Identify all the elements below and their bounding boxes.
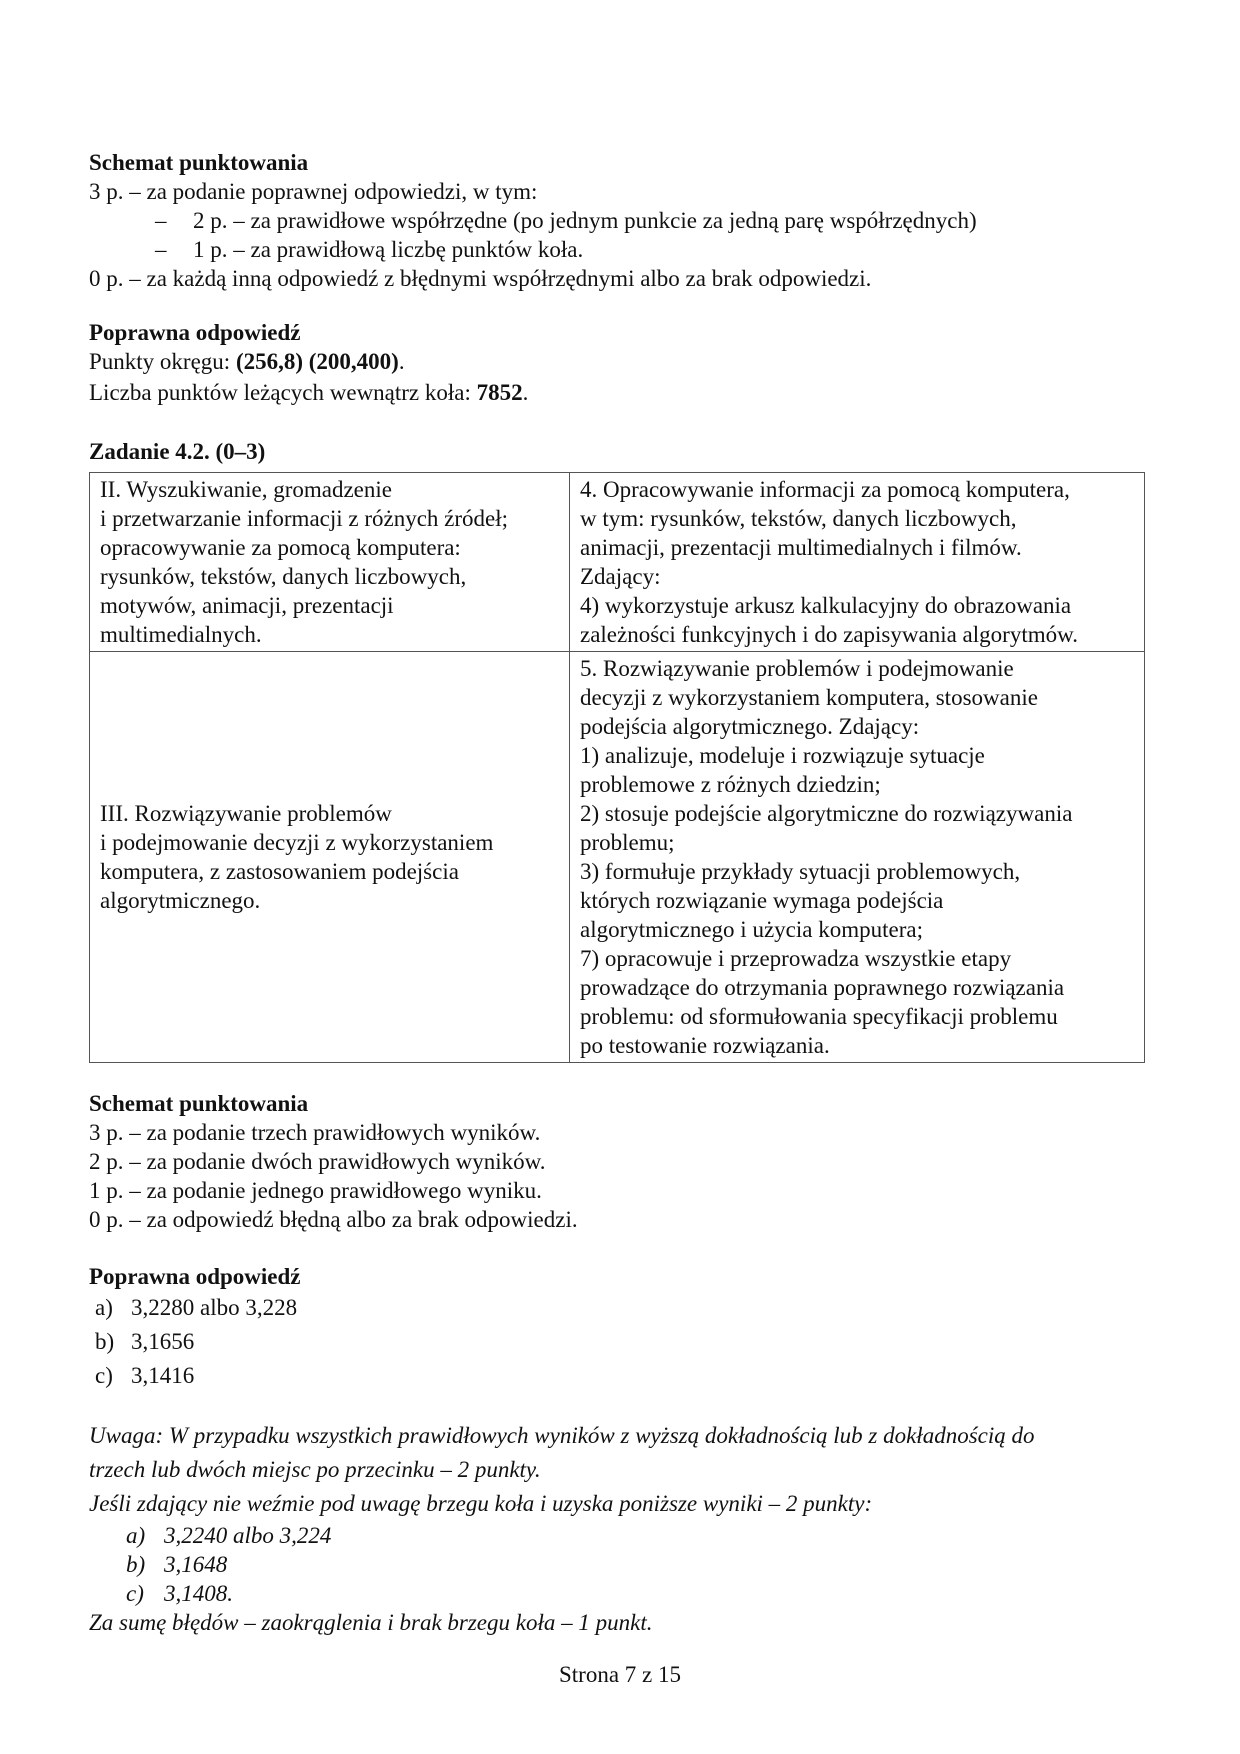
document-page xyxy=(89,148,1154,1637)
answer-count-value: 7852 xyxy=(476,380,523,405)
scoring-line: 0 p. – za odpowiedź błędną albo za brak odpowiedzi. xyxy=(89,1207,578,1232)
list-item: a) 3,2280 albo 3,228 xyxy=(95,1295,298,1320)
answer-points-line: Punkty okręgu: (256,8) (200,400). xyxy=(89,349,405,374)
scoring-line-3p: 3 p. – za podanie poprawnej odpowiedzi, w tym: xyxy=(89,179,538,204)
list-item: b) 3,1648 xyxy=(126,1552,228,1577)
requirements-table xyxy=(89,472,1145,1063)
list-item: c) 3,1416 xyxy=(95,1363,195,1388)
task-title: Zadanie 4.2. (0–3) xyxy=(89,439,266,464)
list-item: b) 3,1656 xyxy=(95,1329,195,1354)
table-cell-general-req: II. Wyszukiwanie, gromadzenie i przetwarzanie informacji z różnych źródeł; opracowywanie za pomocą komputera: rysunków, tekstów, danych liczbowych, motywów, animacji, prezentacji multimedialnych. xyxy=(90,473,570,652)
table-cell-detailed-req: 5. Rozwiązywanie problemów i podejmowanie decyzji z wykorzystaniem komputera, stosowanie podejścia algorytmicznego. Zdający: 1) analizuje, modeluje i rozwiązuje sytuacje problemowe z różnych dziedzin; 2) stosuje podejście algorytmiczne do rozwiązywania problemu; 3) formułuje przykłady sytuacji problemowych, których rozwiązanie wymaga podejścia algorytmicznego i użycia komputera; 7) opracowuje i przeprowadza wszystkie etapy prowadzące do otrzymania poprawnego rozwiązania problemu: od sformułowania specyfikacji problemu po testowanie rozwiązania. xyxy=(570,652,1145,1063)
dash-icon: – xyxy=(155,208,167,233)
scoring-heading-1: Schemat punktowania xyxy=(89,150,309,175)
answer-points-value: (256,8) (200,400) xyxy=(235,349,399,374)
table-row xyxy=(90,652,1145,1063)
list-item: c) 3,1408. xyxy=(126,1581,233,1606)
table-cell-detailed-req: 4. Opracowywanie informacji za pomocą komputera, w tym: rysunków, tekstów, danych liczbowych, animacji, prezentacji multimedialnych i filmów. Zdający: 4) wykorzystuje arkusz kalkulacyjny do obrazowania zależności funkcyjnych i do zapisywania algorytmów. xyxy=(570,473,1145,652)
answer-heading-1: Poprawna odpowiedź xyxy=(89,320,301,345)
scoring-bullet-1: – 2 p. – za prawidłowe współrzędne (po jednym punkcie za jedną parę współrzędnych) xyxy=(155,208,977,233)
scoring-line: 2 p. – za podanie dwóch prawidłowych wyników. xyxy=(89,1149,546,1174)
answer-count-line: Liczba punktów leżących wewnątrz koła: 7852. xyxy=(89,380,529,405)
scoring-line: 3 p. – za podanie trzech prawidłowych wyników. xyxy=(89,1120,541,1145)
note-block: Uwaga: W przypadku wszystkich prawidłowych wyników z wyższą dokładnością lub z dokładnością do trzech lub dwóch miejsc po przecinku – 2 punkty. Jeśli zdający nie weźmie pod uwagę brzegu koła i uzyska poniższe wyniki – 2 punkty: a) 3,2240 albo 3,224 b) 3,1648 c) 3,1408. Za sumę błędów – zaokrąglenia i brak brzegu koła – 1 punkt. xyxy=(89,1419,1154,1637)
scoring-bullet-2: – 1 p. – za prawidłową liczbę punktów koła. xyxy=(155,237,584,262)
scoring-line-0p: 0 p. – za każdą inną odpowiedź z błędnymi współrzędnymi albo za brak odpowiedzi. xyxy=(89,266,872,291)
dash-icon: – xyxy=(155,237,167,262)
page-number: Strona 7 z 15 xyxy=(558,1662,681,1687)
table-row xyxy=(90,473,1145,652)
scoring-line: 1 p. – za podanie jednego prawidłowego wyniku. xyxy=(89,1178,542,1203)
scoring-heading-2: Schemat punktowania xyxy=(89,1091,309,1116)
table-cell-general-req: III. Rozwiązywanie problemów i podejmowanie decyzji z wykorzystaniem komputera, z zastosowaniem podejścia algorytmicznego. xyxy=(90,652,570,1063)
answer-heading-2: Poprawna odpowiedź xyxy=(89,1264,301,1289)
list-item: a) 3,2240 albo 3,224 xyxy=(126,1523,332,1548)
